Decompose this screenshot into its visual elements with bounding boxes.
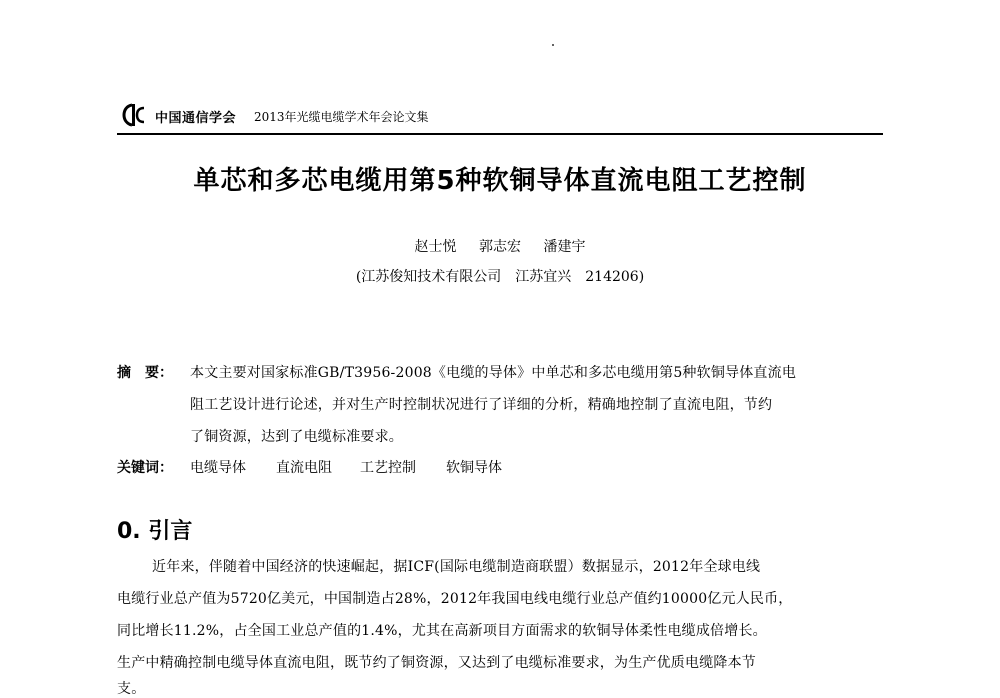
author-name: 赵士悦 xyxy=(414,239,457,255)
scan-speck xyxy=(552,44,554,46)
body-line: 近年来，伴随着中国经济的快速崛起，据ICF(国际电缆制造商联盟）数据显示，2012年全球电线 xyxy=(152,559,761,575)
author-name: 潘建宇 xyxy=(543,239,586,255)
author-list xyxy=(0,236,1000,256)
abstract-line: 了铜资源，达到了电缆标准要求。 xyxy=(190,429,403,445)
abstract-line: 阻工艺设计进行论述，并对生产时控制状况进行了详细的分析，精确地控制了直流电阻，节约 xyxy=(190,397,773,413)
keyword: 电缆导体 xyxy=(190,460,246,476)
section-heading: 0. 引言 xyxy=(117,519,193,544)
body-line: 电缆行业总产值为5720亿美元，中国制造占28%，2012年我国电线电缆行业总产值约10000亿元人民币， xyxy=(117,591,793,607)
body-line: 同比增长11.2%，占全国工业总产值的1.4%，尤其在高新项目方面需求的软铜导体柔性电缆成倍增长。 xyxy=(117,623,767,639)
society-logo-icon xyxy=(122,102,148,128)
keywords-label: 关键词： xyxy=(117,460,173,476)
header-divider xyxy=(117,133,883,135)
keyword: 直流电阻 xyxy=(276,460,332,476)
body-line: 生产中精确控制电缆导体直流电阻，既节约了铜资源，又达到了电缆标准要求，为生产优质电缆降本节 xyxy=(117,655,756,671)
keyword: 软铜导体 xyxy=(446,460,502,476)
author-name: 郭志宏 xyxy=(479,239,521,255)
keyword: 工艺控制 xyxy=(360,460,416,476)
abstract-line: 本文主要对国家标准GB/T3956-2008《电缆的导体》中单芯和多芯电缆用第5种软铜导体直流电 xyxy=(190,365,797,381)
paper-title: 单芯和多芯电缆用第5种软铜导体直流电阻工艺控制 xyxy=(193,166,807,196)
body-line: 支。 xyxy=(117,681,146,697)
author-affiliation: (江苏俊知技术有限公司 江苏宜兴 214206) xyxy=(355,269,645,285)
header-organization: 中国通信学会 xyxy=(155,111,237,126)
header-proceedings: 2013年光缆电缆学术年会论文集 xyxy=(254,110,429,124)
abstract-label: 摘 要： xyxy=(117,365,173,381)
